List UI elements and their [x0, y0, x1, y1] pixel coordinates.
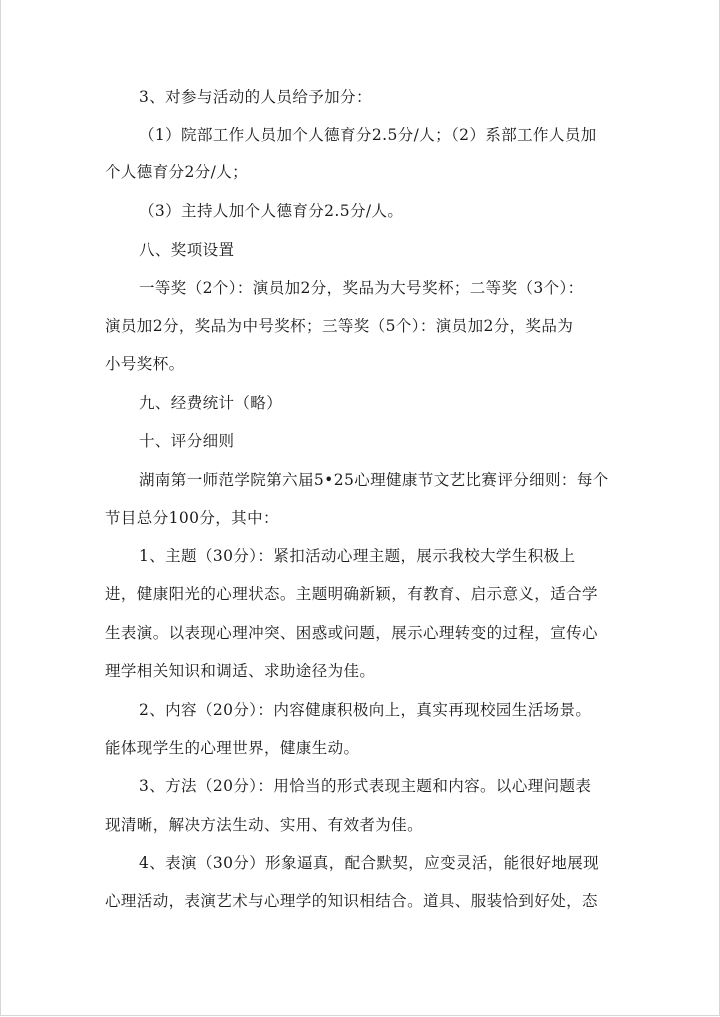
- paragraph-line: 能体现学生的心理世界，健康生动。: [105, 739, 360, 757]
- paragraph-line: 心理活动，表演艺术与心理学的知识相结合。道具、服装恰到好处，态: [105, 892, 598, 910]
- paragraph-line: 生表演。以表现心理冲突、困惑或问题，展示心理转变的过程，宣传心: [105, 624, 598, 642]
- paragraph-line: 4、表演（30分）形象逼真，配合默契，应变灵活，能很好地展现: [139, 854, 600, 872]
- paragraph-line: 进，健康阳光的心理状态。主题明确新颖，有教育、启示意义，适合学: [105, 585, 598, 603]
- paragraph-line: 小号奖杯。: [105, 355, 185, 373]
- paragraph-line: 3、对参与活动的人员给予加分：: [139, 88, 372, 106]
- section-heading: 十、评分细则: [139, 432, 235, 450]
- paragraph-line: （3）主持人加个人德育分2.5分/人。: [139, 202, 404, 220]
- paragraph-line: 节目总分100分，其中：: [105, 509, 279, 527]
- section-heading: 八、奖项设置: [139, 241, 235, 259]
- paragraph-line: 个人德育分2分/人；: [105, 163, 249, 181]
- paragraph-line: 2、内容（20分）：内容健康积极向上，真实再现校园生活场景。: [139, 701, 592, 719]
- paragraph-line: 3、方法（20分）：用恰当的形式表现主题和内容。以心理问题表: [139, 777, 592, 795]
- paragraph-line: 理学相关知识和调适、求助途径为佳。: [105, 662, 376, 680]
- paragraph-line: （1）院部工作人员加个人德育分2.5分/人；（2）系部工作人员加: [139, 126, 597, 144]
- paragraph-line: 现清晰，解决方法生动、实用、有效者为佳。: [105, 816, 424, 834]
- paragraph-line: 演员加2分，奖品为中号奖杯；三等奖（5个）：演员加2分，奖品为: [105, 317, 574, 335]
- paragraph-line: 一等奖（2个）：演员加2分，奖品为大号奖杯；二等奖（3个）：: [139, 279, 584, 297]
- paragraph-line: 1、主题（30分）：紧扣活动心理主题，展示我校大学生积极上: [139, 547, 576, 565]
- paragraph-line: 湖南第一师范学院第六届5•25心理健康节文艺比赛评分细则：每个: [139, 471, 609, 489]
- section-heading: 九、经费统计（略）: [139, 394, 283, 412]
